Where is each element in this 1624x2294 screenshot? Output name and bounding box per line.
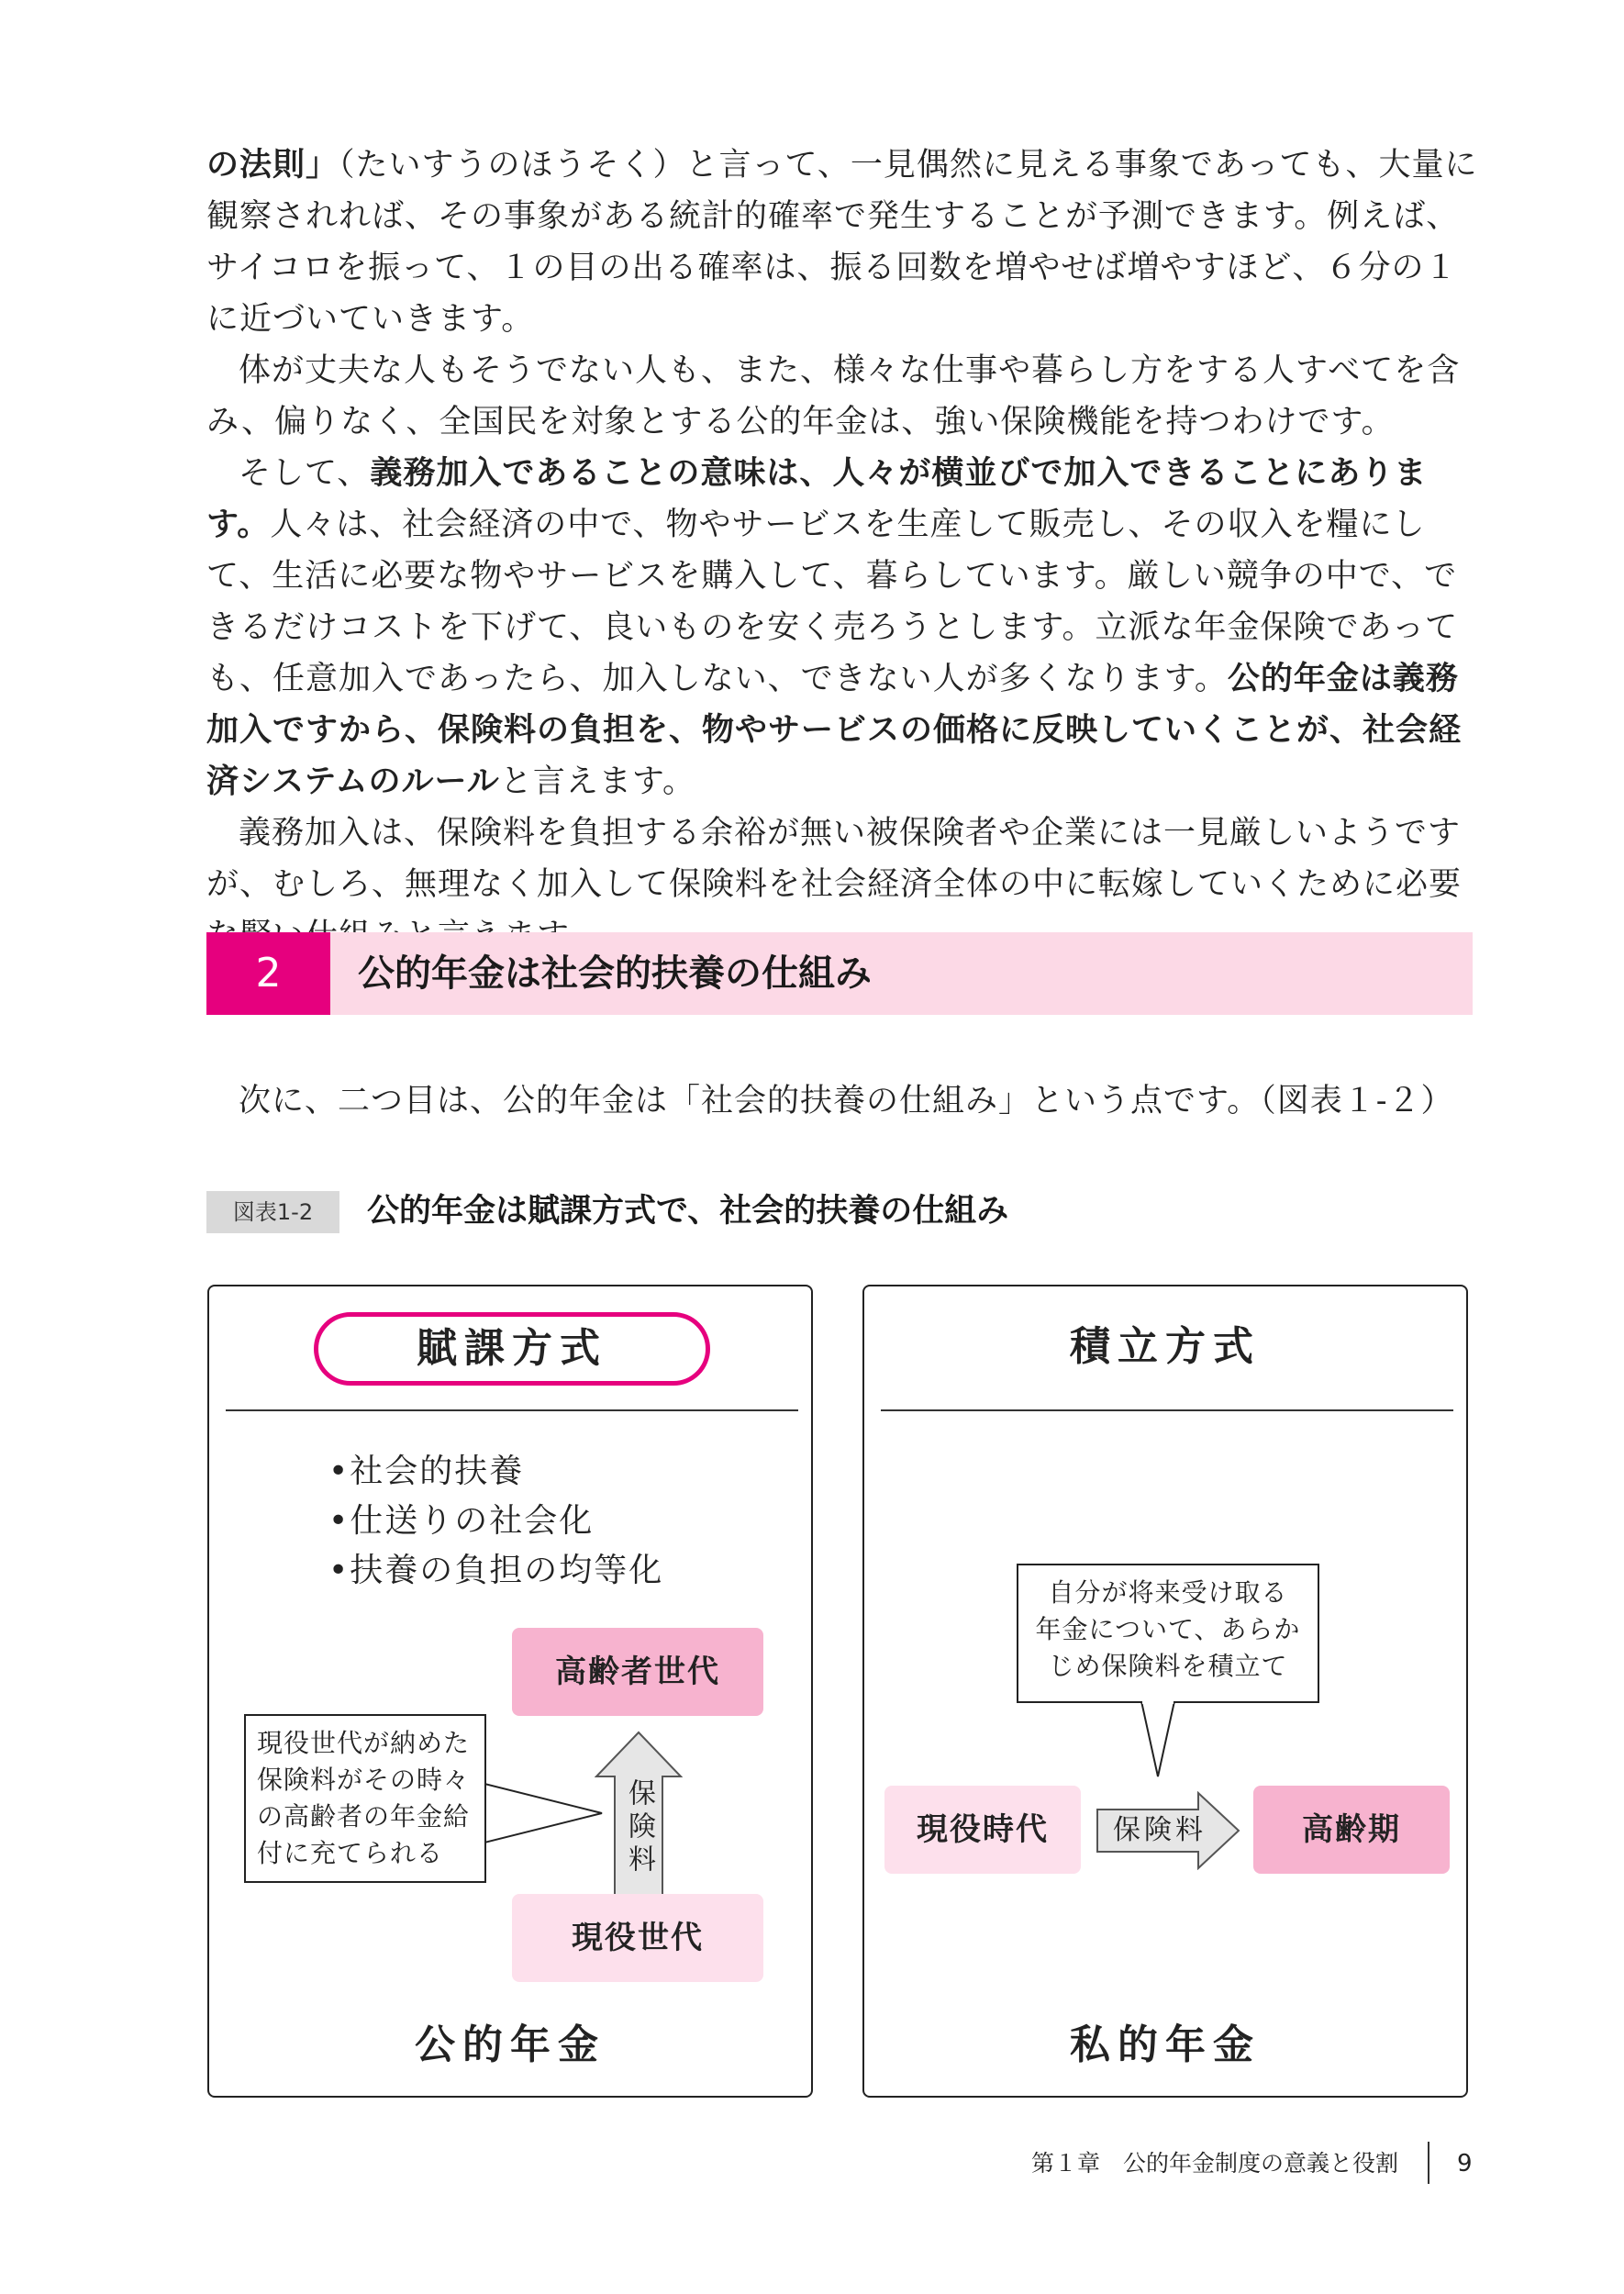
text-run-bold: 義務加入であることの意味は、人々が横並びで加入できることにあります。 bbox=[206, 455, 1428, 543]
arrow-label-text: 保険料 bbox=[623, 1778, 655, 1877]
callout-line: 年金について、あらか bbox=[1035, 1614, 1301, 1644]
working-years-box: 現役時代 bbox=[884, 1786, 1081, 1874]
footer-divider bbox=[1428, 2142, 1429, 2184]
arrow-label: 保険料 bbox=[1113, 1814, 1207, 1846]
page-number: 9 bbox=[1457, 2150, 1473, 2177]
divider bbox=[226, 1409, 798, 1411]
text-run: 人々は、社会経済の中で、物やサービスを生産して販売し、その収入を糧にして、生活に必要な物やサービスを購入して、暮らしています。厳しい競争の中で、できるだけコストを下げて、良いものを安く売ろうとします。立派な年金保険であっても、任意加入であったら、加入しない、できない人が多くなります。 bbox=[206, 507, 1459, 697]
text-run: そして、 bbox=[239, 455, 371, 492]
paragraph-2: 体が丈夫な人もそうでない人も、また、様々な仕事や暮らし方をする人すべてを含み、偏りなく、全国民を対象とする公的年金は、強い保険機能を持つわけです。 bbox=[206, 352, 1461, 440]
pay-as-you-go-title: 賦課方式 bbox=[314, 1312, 710, 1386]
section-title: 公的年金は社会的扶養の仕組み bbox=[358, 952, 872, 995]
panel-pay-as-you-go bbox=[207, 1285, 813, 2098]
callout-box bbox=[1017, 1564, 1319, 1703]
callout-pointer-icon bbox=[484, 1776, 604, 1850]
callout-line: の高齢者の年金給 bbox=[257, 1801, 471, 1832]
private-pension-label: 私的年金 bbox=[1070, 2021, 1261, 2068]
text-run: と言えます。 bbox=[499, 763, 696, 800]
bullet-item: •仕送りの社会化 bbox=[328, 1502, 595, 1540]
callout-line: 現役世代が納めた bbox=[257, 1728, 471, 1758]
callout-line: じめ保険料を積立て bbox=[1048, 1651, 1288, 1681]
panel-funded bbox=[862, 1285, 1468, 2098]
paragraph-1 bbox=[206, 139, 1482, 345]
paragraph-3 bbox=[206, 448, 1482, 807]
intro-text: 次に、二つ目は、公的年金は「社会的扶養の仕組み」という点です。（図表１-２） bbox=[239, 1083, 1454, 1119]
bullet-item: •社会的扶養 bbox=[328, 1453, 525, 1490]
arrow-label bbox=[620, 1778, 657, 1886]
section-number: 2 bbox=[206, 932, 330, 1015]
bullet-list bbox=[328, 1447, 663, 1596]
body-text bbox=[206, 139, 1482, 962]
callout-line: 自分が将来受け取る bbox=[1048, 1577, 1288, 1608]
paragraph-4: 義務加入は、保険料を負担する余裕が無い被保険者や企業には一見厳しいようですが、むしろ、無理なく加入して保険料を社会経済全体の中に転嫁していくために必要 bbox=[206, 815, 1463, 903]
retirement-box: 高齢期 bbox=[1253, 1786, 1450, 1874]
text-run: （たいすうのほうそく）と言って、一見偶然に見える事象であっても、大量に観察されれば、その事象がある統計的確率で発生することが予測できます。例えば、サイコロを振って、１の目の出る確率は、振る回数を増やせば増やすほど、６分の１に近づいていきます。 bbox=[206, 147, 1478, 338]
elderly-generation-box: 高齢者世代 bbox=[512, 1628, 763, 1716]
figure-title: 公的年金は賦課方式で、社会的扶養の仕組み bbox=[367, 1193, 1009, 1230]
divider bbox=[881, 1409, 1453, 1411]
callout-box bbox=[244, 1714, 486, 1883]
text-run-bold: 公的年金は義務加入ですから、保険料の負担を、物やサービスの価格に反映していくことが、社会経済システムのルール bbox=[206, 661, 1463, 800]
callout-line: 保険料がその時々 bbox=[257, 1765, 471, 1795]
bullet-item: •扶養の負担の均等化 bbox=[328, 1552, 664, 1589]
funded-title: 積立方式 bbox=[1070, 1323, 1261, 1370]
footer-chapter: 第１章 公的年金制度の意義と役割 bbox=[1031, 2150, 1399, 2177]
text-run: の法則」 bbox=[206, 147, 339, 184]
callout-pointer-icon bbox=[1140, 1701, 1176, 1778]
section-heading bbox=[206, 932, 1473, 1015]
public-pension-label: 公的年金 bbox=[415, 2021, 606, 2068]
working-generation-box: 現役世代 bbox=[512, 1894, 763, 1982]
callout-line: 付に充てられる bbox=[257, 1838, 444, 1868]
figure-tag: 図表1-2 bbox=[206, 1191, 339, 1233]
